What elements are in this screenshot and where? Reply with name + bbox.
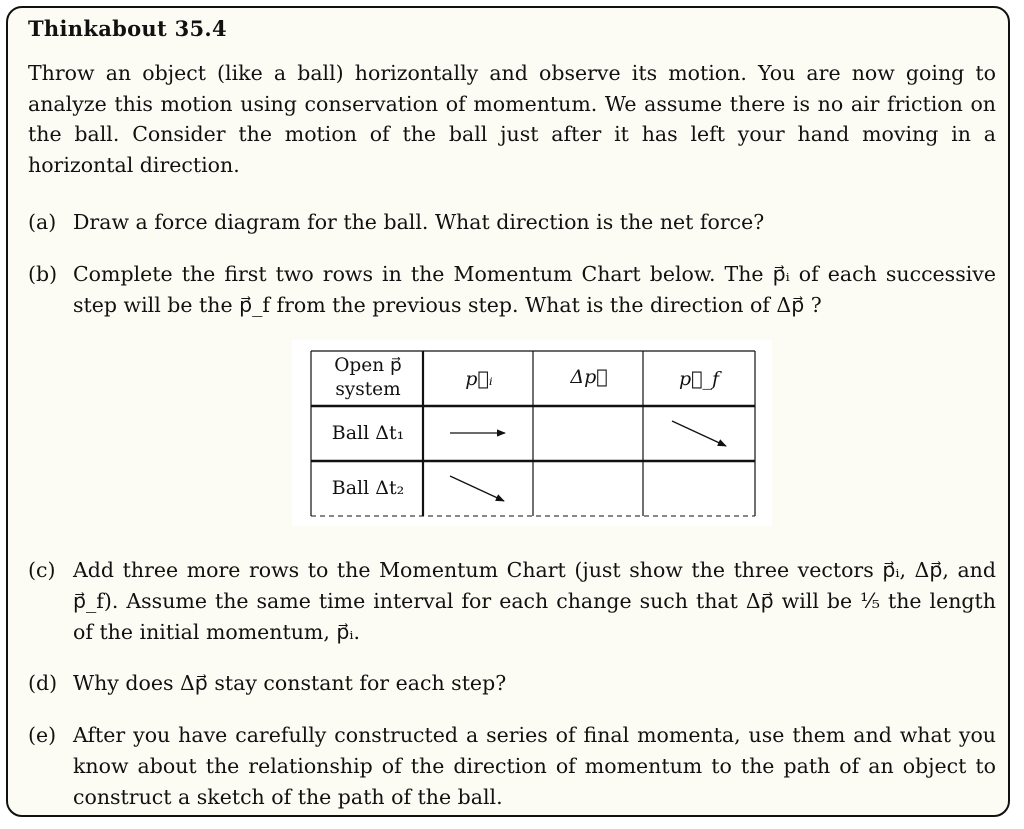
question-e — [28, 720, 996, 813]
question-text: Why does Δp⃗ stay constant for each step? — [73, 671, 507, 695]
header-pf: p⃗_f — [678, 368, 720, 390]
row2-pi-arrow — [450, 476, 504, 501]
question-label: (d) — [28, 671, 58, 695]
header-dp: Δp⃗ — [570, 366, 608, 388]
question-label: (c) — [28, 558, 56, 582]
question-text: After you have carefully constructed a series of final momenta, use them and what you know about the relationship of the direction of momentum to the path of an object to construct a sketch of the path of the ball. — [73, 723, 996, 809]
header-pi: p⃗ᵢ — [465, 368, 493, 390]
header-open-system: Open p⃗ system — [334, 355, 402, 400]
intro-paragraph: Throw an object (like a ball) horizontally and observe its motion. You are now going to analyze this motion using conservation of momentum. We assume there is no air friction on the ball. Consider the motion of the ball just after it has left your hand moving in a horizontal direction. — [28, 61, 996, 177]
question-label: (a) — [28, 210, 57, 234]
page-title: Thinkabout 35.4 — [28, 16, 227, 41]
row1-pf-arrow — [672, 421, 726, 446]
question-text: Add three more rows to the Momentum Chart (just show the three vectors p⃗ᵢ, Δp⃗, and p⃗_f). Assume the same time interval for each change such that Δp⃗ will be ¹⁄₅ the length of the initial momentum, p⃗ᵢ. — [73, 558, 996, 644]
question-c — [28, 555, 996, 648]
question-a — [28, 207, 996, 238]
question-text: Complete the first two rows in the Momentum Chart below. The p⃗ᵢ of each successive step will be the p⃗_f from the previous step. What is the direction of Δp⃗ ? — [73, 262, 996, 317]
question-text: Draw a force diagram for the ball. What direction is the net force? — [73, 210, 765, 234]
row1-system: Ball Δt₁ — [331, 422, 405, 444]
question-label: (e) — [28, 723, 57, 747]
question-b — [28, 259, 996, 321]
question-d — [28, 668, 996, 699]
momentum-chart — [292, 340, 772, 526]
row2-system: Ball Δt₂ — [331, 477, 405, 499]
question-label: (b) — [28, 262, 58, 286]
